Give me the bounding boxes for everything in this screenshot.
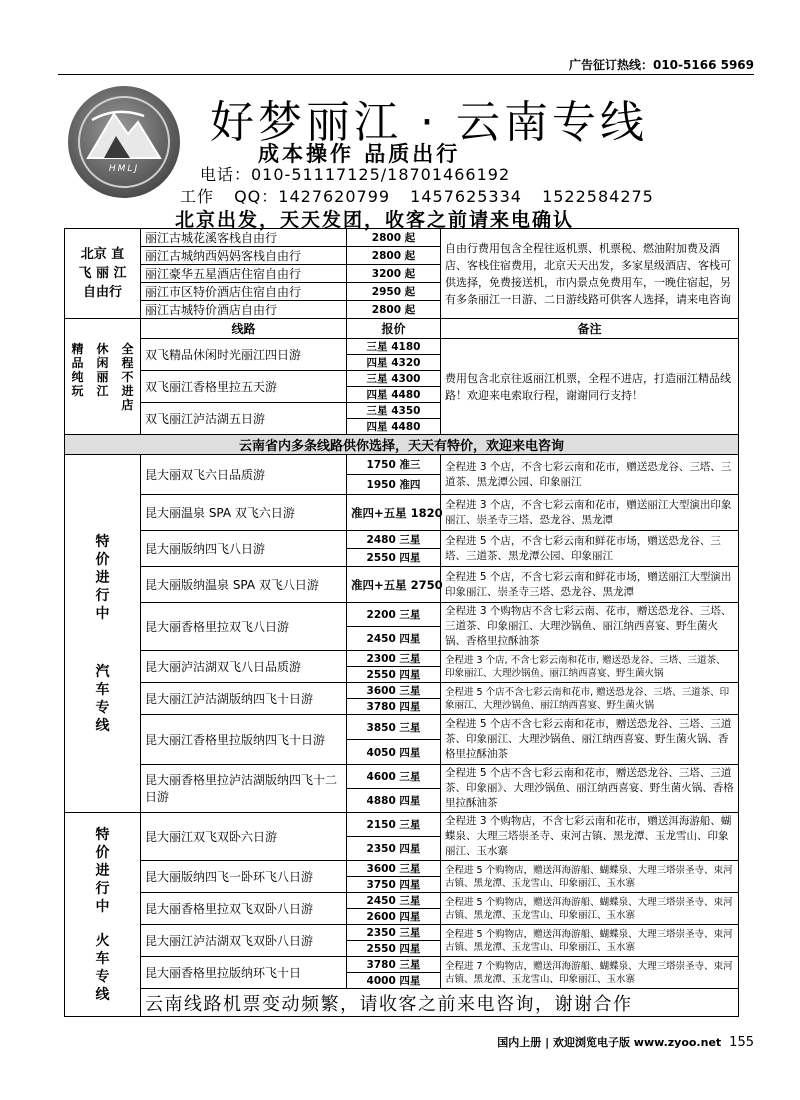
route-price: 2150 三星	[347, 813, 441, 837]
contact-phone: 电话：010-51117125/18701466192	[200, 165, 511, 184]
route-note: 全程进 7 个购物店，赠送洱海游船、蝴蝶泉、大理三塔崇圣寺、束河古镇、黑龙潭、玉龙雪山、印象丽江、玉水寨	[441, 957, 739, 989]
route-price: 三星 4300	[347, 371, 441, 387]
route-name: 丽江古城花溪客栈自由行	[141, 229, 347, 247]
footer-text: 国内上册 | 欢迎浏览电子版 www.zyoo.net	[497, 1036, 722, 1049]
route-price: 2350 四星	[347, 837, 441, 861]
route-name: 昆大丽江泸沽湖版纳四飞十日游	[141, 683, 347, 715]
route-price: 3780 三星	[347, 957, 441, 973]
qq-number: 1457625334	[410, 187, 522, 206]
freetravel-note: 自由行费用包含全程往返机票、机票税、燃油附加费及酒店、客栈住宿费用，北京天天出发，多家星级酒店、客栈可供选择，免费接送机，市内景点免费用车，一晚住宿起，另有多条丽江一日游、二日游线路可供客人选择，请来电咨询	[441, 229, 739, 319]
boutique-section-label: 精 品 纯 玩 休 闲 丽 江 全 程 不 进 店	[65, 319, 141, 435]
route-price: 准四+五星 1820	[347, 495, 441, 531]
route-price: 3200 起	[347, 265, 441, 283]
route-price: 3750 四星	[347, 877, 441, 893]
contact-qq	[180, 184, 654, 207]
qq-number: 1427620799	[278, 187, 391, 206]
car-section-label: 特 价 进 行 中 汽 车 专 线	[65, 455, 141, 813]
route-name: 昆大丽香格里拉双飞八日游	[141, 603, 347, 651]
route-price: 2800 起	[347, 247, 441, 265]
route-name: 昆大丽泸沽湖双飞八日品质游	[141, 651, 347, 683]
route-name: 昆大丽江双飞双卧六日游	[141, 813, 347, 861]
route-price: 四星 4480	[347, 387, 441, 403]
route-name: 昆大丽江泸沽湖双飞双卧八日游	[141, 925, 347, 957]
page-footer	[497, 1034, 754, 1050]
route-note: 全程进 3 个购物店，不含七彩云南和花市，赠送洱海游船、蝴蝶泉、大理三塔崇圣寺、束河古镇、黑龙潭、玉龙雪山、印象丽江、玉水寨	[441, 813, 739, 861]
itinerary-table	[64, 228, 738, 1017]
route-name: 昆大丽香格里拉双飞双卧八日游	[141, 893, 347, 925]
promo-banner: 云南省内多条线路供你选择，天天有特价，欢迎来电咨询	[65, 435, 739, 455]
route-name: 昆大丽香格里拉泸沽湖版纳四飞十二日游	[141, 765, 347, 813]
logo-text: HMLJ	[108, 164, 140, 174]
header-price: 报价	[347, 319, 441, 339]
route-note: 全程进 3 个购物店不含七彩云南、花市，赠送恐龙谷、三塔、三道茶、印象丽江、大理沙锅鱼、丽江纳西喜宴、野生菌火锅、香格里拉酥油茶	[441, 603, 739, 651]
route-price: 三星 4350	[347, 403, 441, 419]
route-name: 双飞丽江泸沽湖五日游	[141, 403, 347, 435]
route-price: 准四+五星 2750	[347, 567, 441, 603]
route-note: 全程进 3 个店，不含七彩云南和花市，赠送丽江大型演出印象丽江、崇圣寺三塔、恐龙谷、黑龙潭	[441, 495, 739, 531]
route-note: 全程进 5 个购物店，赠送洱海游船、蝴蝶泉、大理三塔崇圣寺、束河古镇、黑龙潭、玉龙雪山、印象丽江、玉水寨	[441, 893, 739, 925]
route-name: 昆大丽江香格里拉版纳四飞十日游	[141, 715, 347, 765]
route-price: 2950 起	[347, 283, 441, 301]
footer-notice: 云南线路机票变动频繁，请收客之前来电咨询，谢谢合作	[141, 989, 739, 1017]
route-name: 昆大丽版纳温泉 SPA 双飞八日游	[141, 567, 347, 603]
route-note: 全程进 3 个店，不含七彩云南和花市，赠送恐龙谷、三塔、三道茶、黑龙潭公园、印象丽江	[441, 455, 739, 495]
ad-hotline: 广告征订热线：010-5166 5969	[568, 58, 754, 72]
route-price: 2480 三星	[347, 531, 441, 549]
route-price: 4600 三星	[347, 765, 441, 789]
mountain-logo-icon	[86, 106, 162, 162]
route-name: 丽江市区特价酒店住宿自由行	[141, 283, 347, 301]
route-name: 丽江古城纳西妈妈客栈自由行	[141, 247, 347, 265]
route-price: 4880 四星	[347, 789, 441, 813]
route-note: 全程进 5 个店不含七彩云南和花市，赠送恐龙谷、三塔、三道茶、印象丽》、大理沙锅鱼、丽江纳西喜宴、野生菌火锅、香格里拉酥油茶	[441, 765, 739, 813]
route-name: 丽江古城特价酒店自由行	[141, 301, 347, 319]
route-name: 双飞精品休闲时光丽江四日游	[141, 339, 347, 371]
route-name: 丽江豪华五星酒店住宿自由行	[141, 265, 347, 283]
departure-info: 北京出发，天天发团，收客之前请来电确认	[175, 209, 575, 231]
route-price: 4000 四星	[347, 973, 441, 989]
route-price: 2450 三星	[347, 893, 441, 909]
route-note: 全程进 5 个店，不含七彩云南和鲜花市场，赠送恐龙谷、三塔、三道茶、黑龙潭公园、印象丽江	[441, 531, 739, 567]
route-price: 2550 四星	[347, 667, 441, 683]
train-section-label: 特 价 进 行 中 火 车 专 线	[65, 813, 141, 1017]
route-name: 双飞丽江香格里拉五天游	[141, 371, 347, 403]
route-price: 2300 三星	[347, 651, 441, 667]
route-note: 全程进 5 个购物店，赠送洱海游船、蝴蝶泉、大理三塔崇圣寺、束河古镇、黑龙潭、玉龙雪山、印象丽江、玉水寨	[441, 925, 739, 957]
route-price: 3780 四星	[347, 699, 441, 715]
route-price: 3600 三星	[347, 861, 441, 877]
slogan: 成本操作 品质出行	[258, 142, 461, 166]
route-price: 1750 准三	[347, 455, 441, 475]
route-price: 2800 起	[347, 301, 441, 319]
company-logo	[68, 86, 180, 198]
route-price: 1950 准四	[347, 475, 441, 495]
route-name: 昆大丽版纳四飞八日游	[141, 531, 347, 567]
page-number: 155	[729, 1035, 754, 1050]
route-price: 2800 起	[347, 229, 441, 247]
route-price: 2450 四星	[347, 627, 441, 651]
page-title: 好梦丽江 · 云南专线	[210, 97, 648, 148]
route-note: 全程进 5 个店不含七彩云南和花市, 赠送恐龙谷、三塔、三道茶、印象丽江、大理沙锅鱼、丽江纳西喜宴、野生菌火锅	[441, 683, 739, 715]
route-price: 3600 三星	[347, 683, 441, 699]
route-name: 昆大丽温泉 SPA 双飞六日游	[141, 495, 347, 531]
route-name: 昆大丽香格里拉版纳环飞十日	[141, 957, 347, 989]
route-name: 昆大丽版纳四飞一卧环飞八日游	[141, 861, 347, 893]
route-note: 全程进 3 个店, 不含七彩云南和花市, 赠送恐龙谷、三塔、三道茶、印象丽江、大理沙锅鱼、丽江纳西喜宴、野生菌火锅	[441, 651, 739, 683]
route-price: 2550 四星	[347, 549, 441, 567]
route-price: 三星 4180	[347, 339, 441, 355]
boutique-note: 费用包含北京往返丽江机票，全程不进店，打造丽江精品线路！欢迎来电索取行程，谢谢同行支持！	[441, 339, 739, 435]
route-price: 2550 四星	[347, 941, 441, 957]
route-price: 2200 三星	[347, 603, 441, 627]
top-divider	[58, 74, 754, 75]
route-price: 四星 4320	[347, 355, 441, 371]
freetravel-section-label: 北京 直 飞 丽 江 自由行	[65, 229, 141, 319]
qq-number: 1522584275	[542, 187, 654, 206]
header-route: 线路	[141, 319, 347, 339]
route-name: 昆大丽双飞六日品质游	[141, 455, 347, 495]
route-price: 4050 四星	[347, 740, 441, 765]
header-note: 备注	[441, 319, 739, 339]
qq-label: 工作 QQ：	[180, 187, 279, 206]
route-note: 全程进 5 个购物店，赠送洱海游船、蝴蝶泉、大理三塔崇圣寺、束河古镇、黑龙潭、玉龙雪山、印象丽江、玉水寨	[441, 861, 739, 893]
route-price: 四星 4480	[347, 419, 441, 435]
route-note: 全程进 5 个店，不含七彩云南和鲜花市场，赠送丽江大型演出印象丽江、崇圣寺三塔、恐龙谷、黑龙潭	[441, 567, 739, 603]
route-price: 3850 三星	[347, 715, 441, 740]
route-note: 全程进 5 个店不含七彩云南和花市，赠送恐龙谷、三塔、三道茶、印象丽江、大理沙锅鱼、丽江纳西喜宴、野生菌火锅、香格里拉酥油茶	[441, 715, 739, 765]
route-price: 2350 三星	[347, 925, 441, 941]
route-price: 2600 四星	[347, 909, 441, 925]
